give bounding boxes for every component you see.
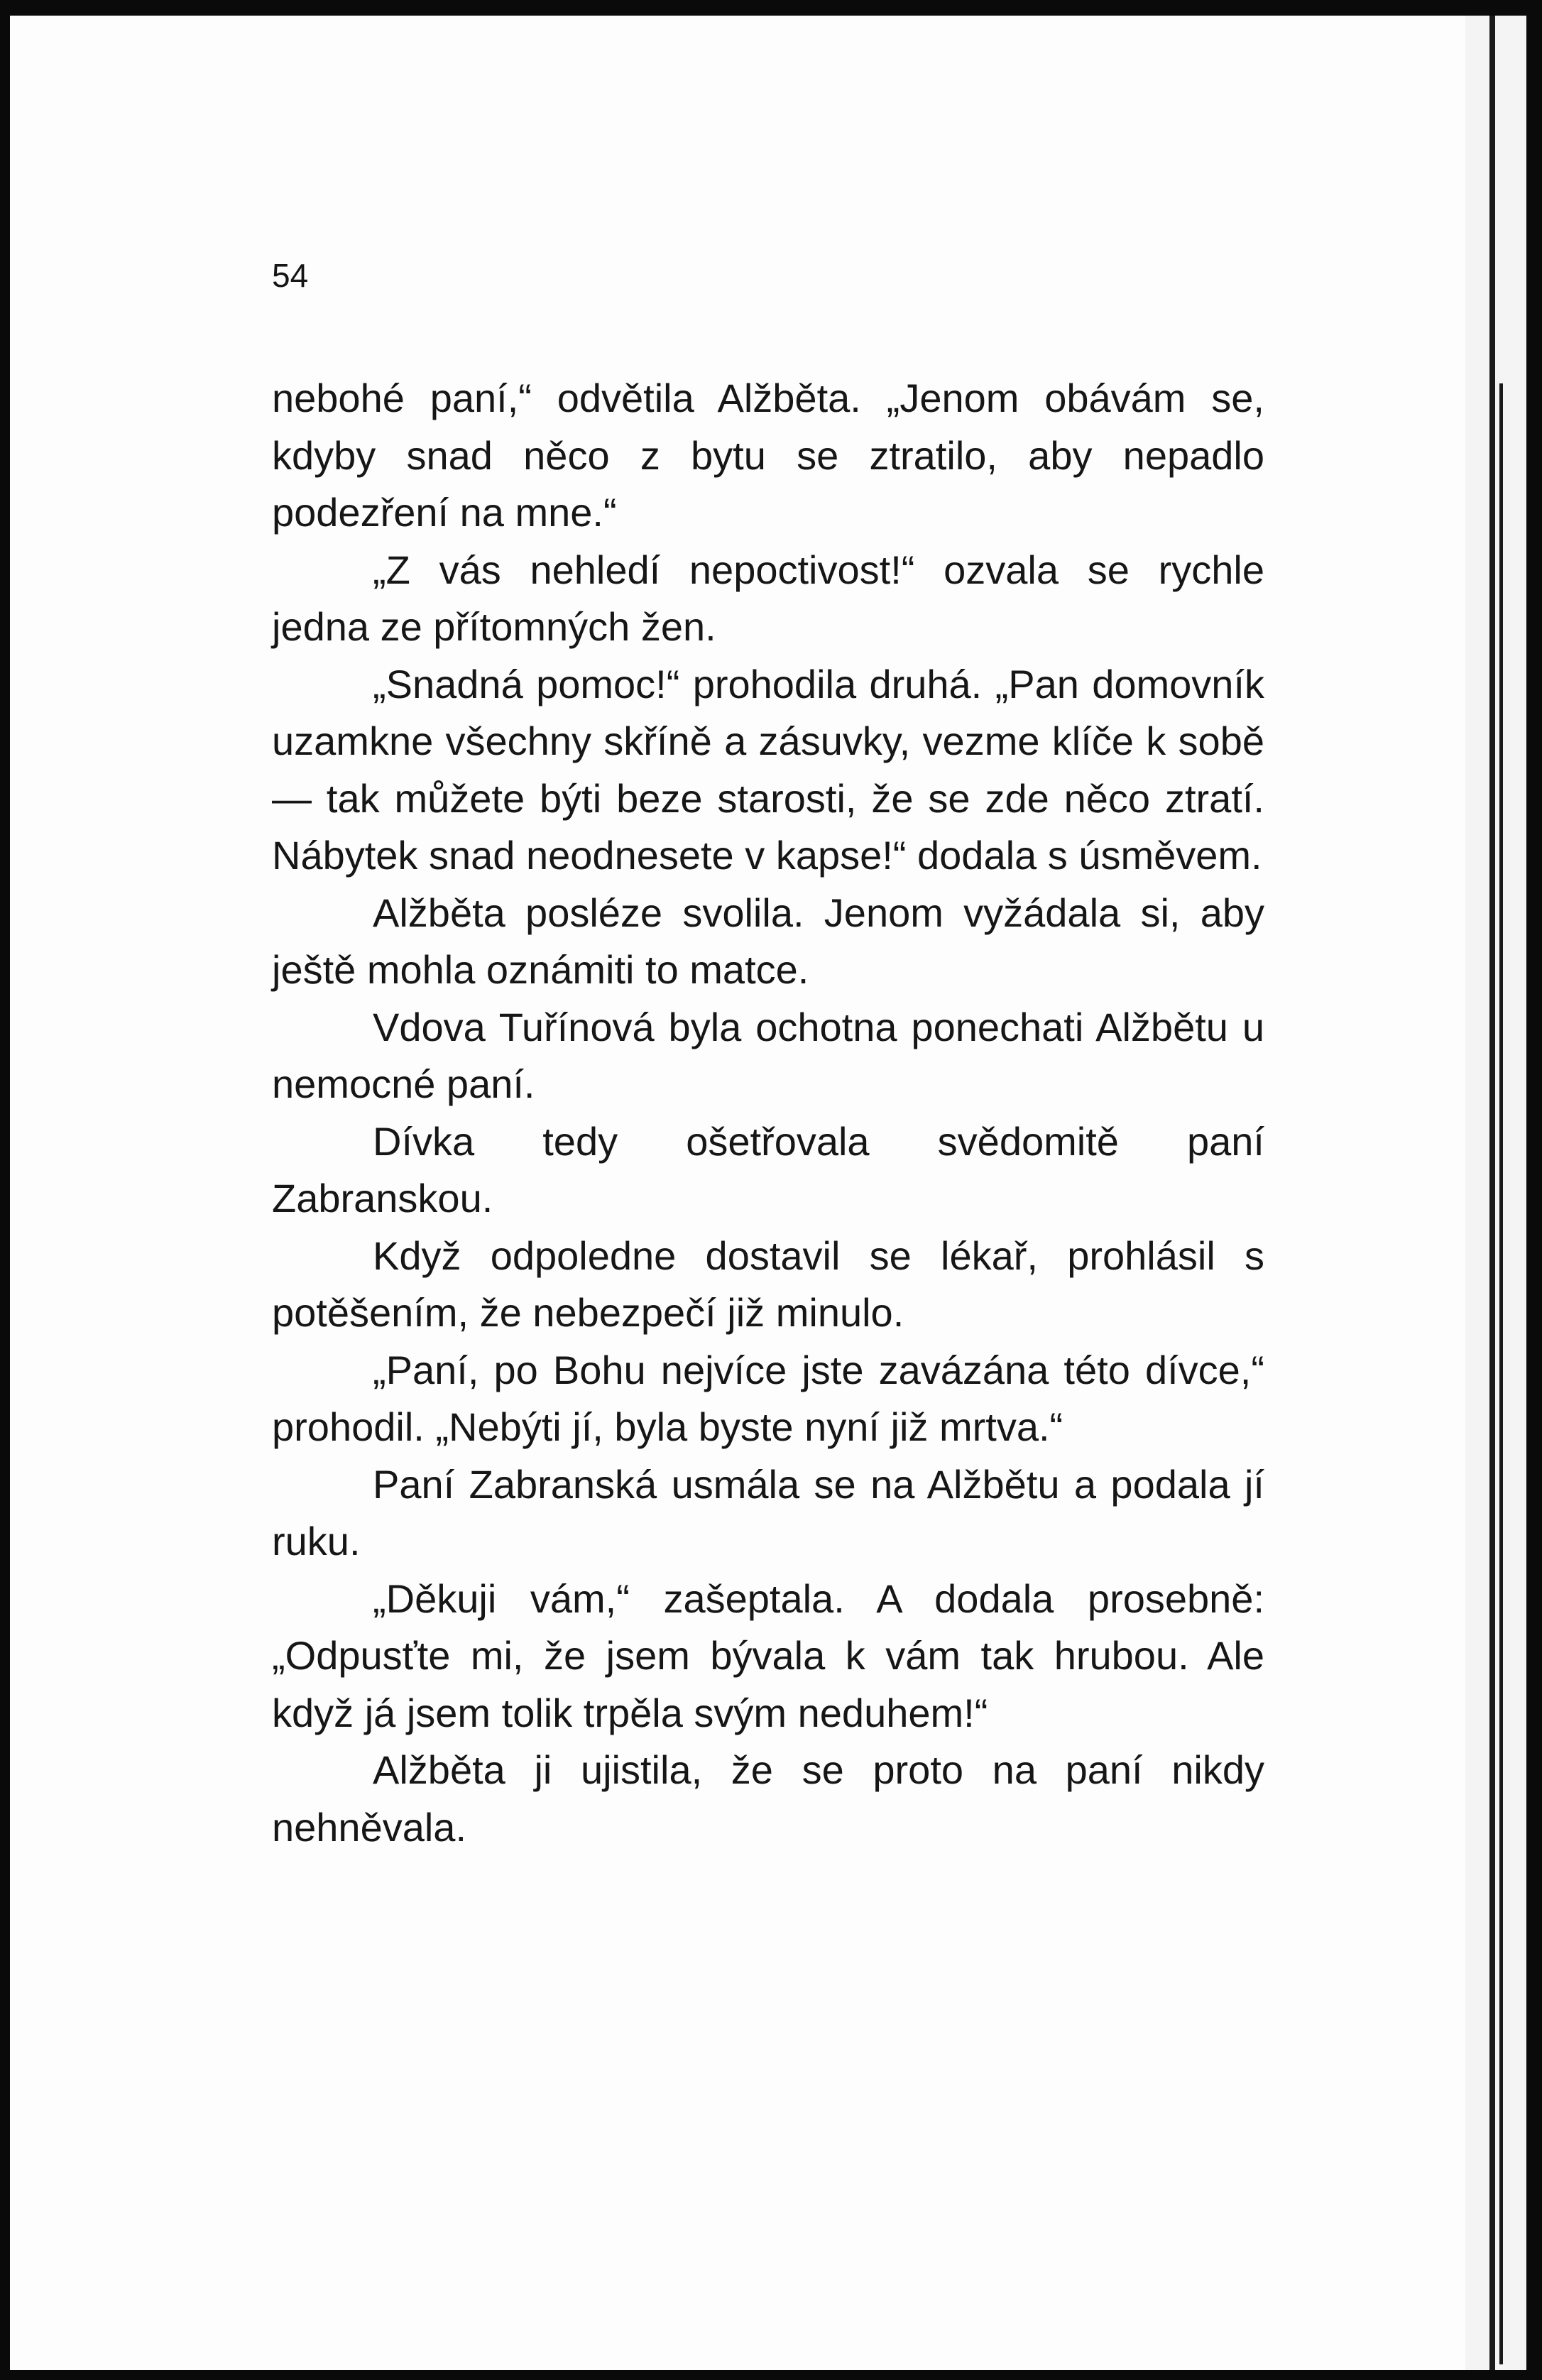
paragraph-8: „Paní, po Bohu nejvíce jste zavázána této dívce,“ prohodil. „Nebýti jí, byla byste nyní již mrtva.“ (272, 1347, 1264, 1449)
body-text (272, 370, 1264, 1856)
paragraph-2: „Z vás nehledí nepoctivost!“ ozvala se rychle jedna ze přítomných žen. (272, 547, 1264, 649)
paragraph-5: Vdova Tuřínová byla ochotna ponechati Alžbětu u nemocné paní. (272, 1004, 1264, 1106)
paragraph-4: Alžběta posléze svolila. Jenom vyžádala si, aby ještě mohla oznámiti to matce. (272, 890, 1264, 992)
paragraph-3: „Snadná pomoc!“ prohodila druhá. „Pan domovník uzamkne všechny skříně a zásuvky, vezme klíče k sobě — tak můžete býti beze starosti, že se zde něco ztratí. Nábytek snad neodnesete v kapse!“ dodala s úsměvem. (272, 661, 1264, 878)
binding-gutter (1465, 16, 1526, 2370)
page-number: 54 (272, 257, 309, 294)
paragraph-1: nebohé paní,“ odvětila Alžběta. „Jenom obávám se, kdyby snad něco z bytu se ztratilo, aby nepadlo podezření na mne.“ (272, 376, 1264, 535)
paragraph-11: Alžběta ji ujistila, že se proto na paní nikdy nehněvala. (272, 1747, 1264, 1850)
binding-edge-line (1489, 16, 1495, 2370)
paragraph-7: Když odpoledne dostavil se lékař, prohlásil s potěšením, že nebezpečí již minulo. (272, 1233, 1264, 1335)
paragraph-9: Paní Zabranská usmála se na Alžbětu a podala jí ruku. (272, 1461, 1264, 1563)
binding-edge-line-inner (1499, 383, 1503, 2364)
paragraph-10: „Děkuji vám,“ zašeptala. A dodala prosebně: „Odpusťte mi, že jsem bývala k vám tak hrubou. Ale když já jsem tolik trpěla svým neduhem!“ (272, 1576, 1264, 1735)
paragraph-6: Dívka tedy ošetřovala svědomitě paní Zabranskou. (272, 1118, 1264, 1221)
